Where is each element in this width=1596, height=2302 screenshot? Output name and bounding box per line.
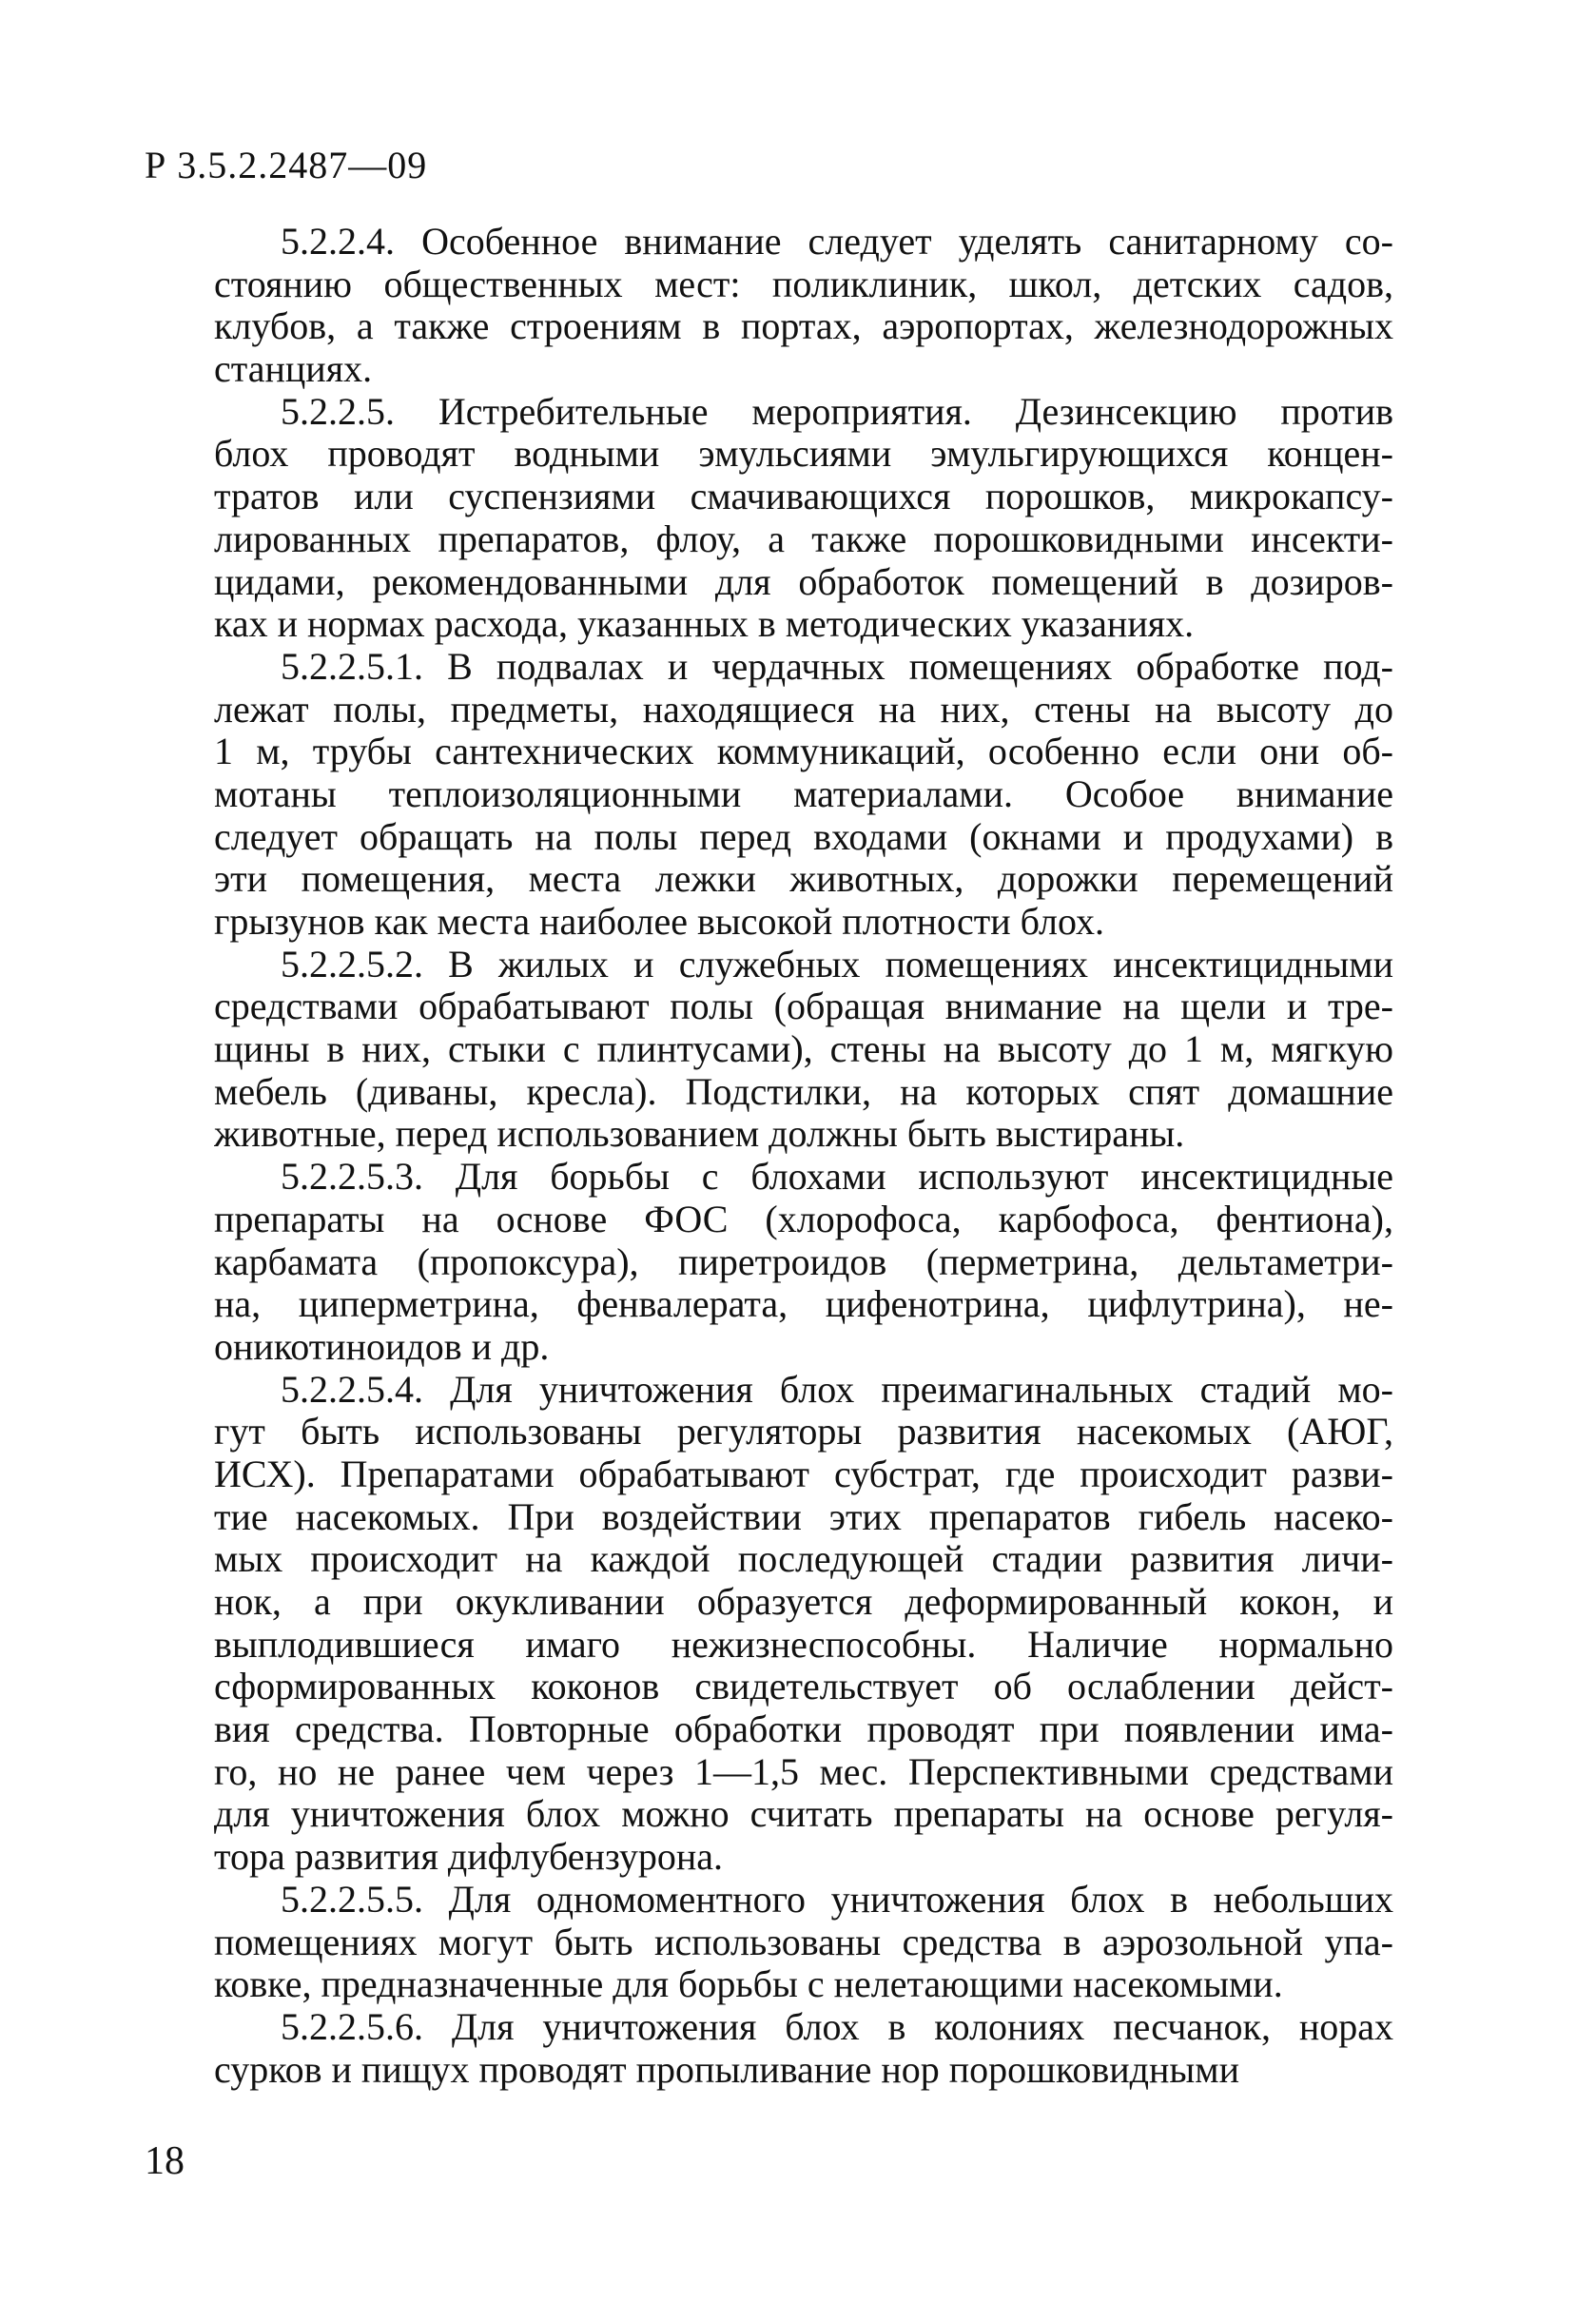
text-line: 5.2.2.5. Истребительные мероприятия. Дезинсекцию против bbox=[281, 390, 1393, 433]
text-line: 5.2.2.5.5. Для одномоментного уничтожения блох в небольших bbox=[281, 1878, 1393, 1921]
text-line: следует обращать на полы перед входами (окнами и продухами) в bbox=[214, 815, 1393, 858]
paragraph bbox=[214, 646, 1393, 944]
text-line: клубов, а также строениям в портах, аэропортах, железнодорожных bbox=[214, 305, 1393, 348]
text-line: мых происходит на каждой последующей стадии развития личи- bbox=[214, 1538, 1393, 1581]
text-line: стоянию общественных мест: поликлиник, школ, детских садов, bbox=[214, 263, 1393, 305]
text-line: оникотиноидов и др. bbox=[214, 1325, 550, 1368]
paragraph bbox=[214, 221, 1393, 391]
text-line: станциях. bbox=[214, 348, 373, 391]
text-line: животные, перед использованием должны быть выстираны. bbox=[214, 1113, 1185, 1156]
text-line: средствами обрабатывают полы (обращая внимание на щели и тре- bbox=[214, 985, 1393, 1028]
text-line: 5.2.2.4. Особенное внимание следует уделять санитарному со- bbox=[281, 221, 1393, 263]
text-line: мотаны теплоизоляционными материалами. Особое внимание bbox=[214, 772, 1393, 815]
text-line: на, циперметрина, фенвалерата, цифенотрина, цифлутрина), не- bbox=[214, 1283, 1393, 1326]
text-line: 1 м, трубы сантехнических коммуникаций, особенно если они об- bbox=[214, 731, 1393, 773]
text-line: блох проводят водными эмульсиями эмульгирующихся концен- bbox=[214, 433, 1393, 476]
text-line: щины в них, стыки с плинтусами), стены на высоту до 1 м, мягкую bbox=[214, 1028, 1393, 1071]
text-line: сурков и пищух проводят пропыливание нор порошковидными bbox=[214, 2048, 1240, 2091]
text-line: эти помещения, места лежки животных, дорожки перемещений bbox=[214, 858, 1393, 901]
paragraph bbox=[214, 1369, 1393, 1879]
paragraph bbox=[214, 944, 1393, 1156]
text-line: ковке, предназначенные для борьбы с нелетающими насекомыми. bbox=[214, 1963, 1283, 2006]
text-line: го, но не ранее чем через 1—1,5 мес. Перспективными средствами bbox=[214, 1750, 1393, 1793]
text-line: 5.2.2.5.1. В подвалах и чердачных помещениях обработке под- bbox=[281, 645, 1393, 688]
text-line: лированных препаратов, флоу, а также порошковидными инсекти- bbox=[214, 517, 1393, 560]
text-line: ИСХ). Препаратами обрабатывают субстрат, где происходит разви- bbox=[214, 1453, 1393, 1495]
text-line: помещениях могут быть использованы средства в аэрозольной упа- bbox=[214, 1921, 1393, 1963]
text-line: выплодившиеся имаго нежизнеспособны. Наличие нормально bbox=[214, 1623, 1393, 1666]
text-line: 5.2.2.5.2. В жилых и служебных помещениях инсектицидными bbox=[281, 943, 1393, 985]
text-line: нок, а при окукливании образуется деформированный кокон, и bbox=[214, 1581, 1393, 1623]
text-line: сформированных коконов свидетельствует об ослаблении дейст- bbox=[214, 1666, 1393, 1708]
text-line: тие насекомых. При воздействии этих препаратов гибель насеко- bbox=[214, 1495, 1393, 1538]
page-number: 18 bbox=[145, 2139, 185, 2183]
text-line: 5.2.2.5.3. Для борьбы с блохами используют инсектицидные bbox=[281, 1156, 1393, 1199]
text-line: карбамата (пропоксура), пиретроидов (перметрина, дельтаметри- bbox=[214, 1240, 1393, 1283]
body-text bbox=[214, 221, 1393, 2091]
text-line: ках и нормах расхода, указанных в методических указаниях. bbox=[214, 603, 1195, 646]
text-line: тратов или суспензиями смачивающихся порошков, микрокапсу- bbox=[214, 476, 1393, 518]
paragraph bbox=[214, 391, 1393, 646]
document-code: Р 3.5.2.2487—09 bbox=[145, 144, 428, 186]
text-line: тора развития дифлубензурона. bbox=[214, 1836, 724, 1879]
paragraph bbox=[214, 1156, 1393, 1368]
text-line: препараты на основе ФОС (хлорофоса, карбофоса, фентиона), bbox=[214, 1198, 1393, 1240]
text-line: грызунов как места наиболее высокой плотности блох. bbox=[214, 901, 1104, 943]
text-line: для уничтожения блох можно считать препараты на основе регуля- bbox=[214, 1793, 1393, 1836]
paragraph bbox=[214, 2006, 1393, 2091]
text-line: мебель (диваны, кресла). Подстилки, на которых спят домашние bbox=[214, 1070, 1393, 1113]
text-line: 5.2.2.5.6. Для уничтожения блох в колониях песчанок, норах bbox=[281, 2005, 1393, 2048]
text-line: лежат полы, предметы, находящиеся на них, стены на высоту до bbox=[214, 688, 1393, 731]
text-line: вия средства. Повторные обработки проводят при появлении има- bbox=[214, 1708, 1393, 1751]
text-line: 5.2.2.5.4. Для уничтожения блох преимагинальных стадий мо- bbox=[281, 1368, 1393, 1411]
text-line: цидами, рекомендованными для обработок помещений в дозиров- bbox=[214, 560, 1393, 603]
text-line: гут быть использованы регуляторы развития насекомых (АЮГ, bbox=[214, 1411, 1393, 1453]
paragraph bbox=[214, 1879, 1393, 2006]
